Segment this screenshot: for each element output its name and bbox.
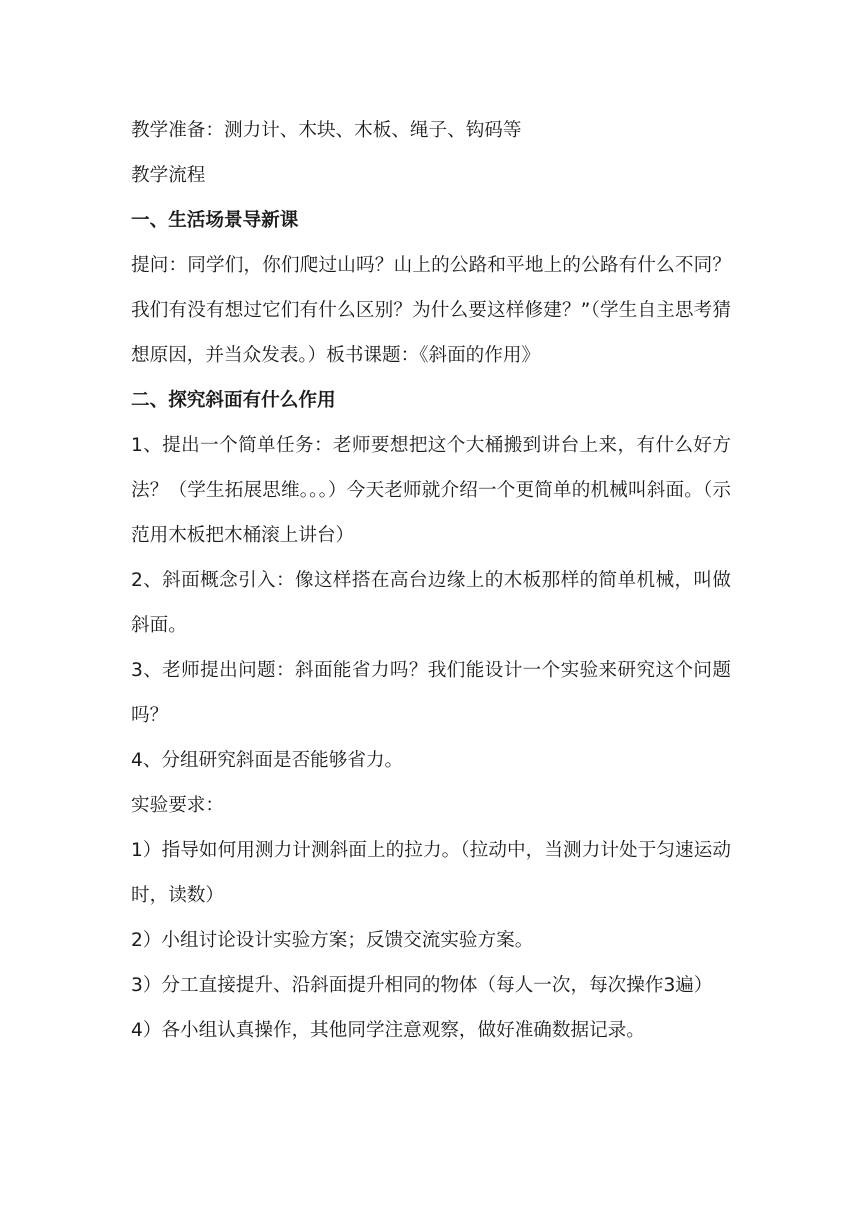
paragraph-requirement-2: 2）小组讨论设计实验方案；反馈交流实验方案。 bbox=[131, 930, 534, 951]
paragraph-step-2: 2、斜面概念引入：像这样搭在高台边缘上的木板那样的简单机械，叫做斜面。 bbox=[131, 570, 731, 636]
paragraph-process-title: 教学流程 bbox=[131, 165, 206, 186]
paragraph-requirements-title: 实验要求： bbox=[131, 795, 224, 816]
paragraph-requirement-1: 1）指导如何用测力计测斜面上的拉力。（拉动中，当测力计处于匀速运动时，读数） bbox=[131, 840, 731, 906]
paragraph-question: 提问：同学们，你们爬过山吗？山上的公路和平地上的公路有什么不同？我们有没有想过它们有什么区别？为什么要这样修建？”（学生自主思考猜想原因，并当众发表。）板书课题：《斜面的作用》 bbox=[131, 255, 731, 366]
section-heading-2: 二、探究斜面有什么作用 bbox=[131, 390, 336, 411]
paragraph-requirement-3: 3）分工直接提升、沿斜面提升相同的物体（每人一次，每次操作3遍） bbox=[131, 975, 713, 996]
section-heading-1: 一、生活场景导新课 bbox=[131, 210, 299, 231]
paragraph-step-1: 1、提出一个简单任务：老师要想把这个大桶搬到讲台上来，有什么好方法？（学生拓展思维。。。）今天老师就介绍一个更简单的机械叫斜面。（示范用木板把木桶滚上讲台） bbox=[131, 435, 731, 546]
paragraph-step-3: 3、老师提出问题：斜面能省力吗？我们能设计一个实验来研究这个问题吗？ bbox=[131, 660, 731, 726]
paragraph-step-4: 4、分组研究斜面是否能够省力。 bbox=[131, 750, 404, 771]
paragraph-preparation: 教学准备：测力计、木块、木板、绳子、钩码等 bbox=[131, 120, 522, 141]
paragraph-requirement-4: 4）各小组认真操作，其他同学注意观察，做好准确数据记录。 bbox=[131, 1020, 645, 1041]
document-page bbox=[131, 108, 731, 1053]
